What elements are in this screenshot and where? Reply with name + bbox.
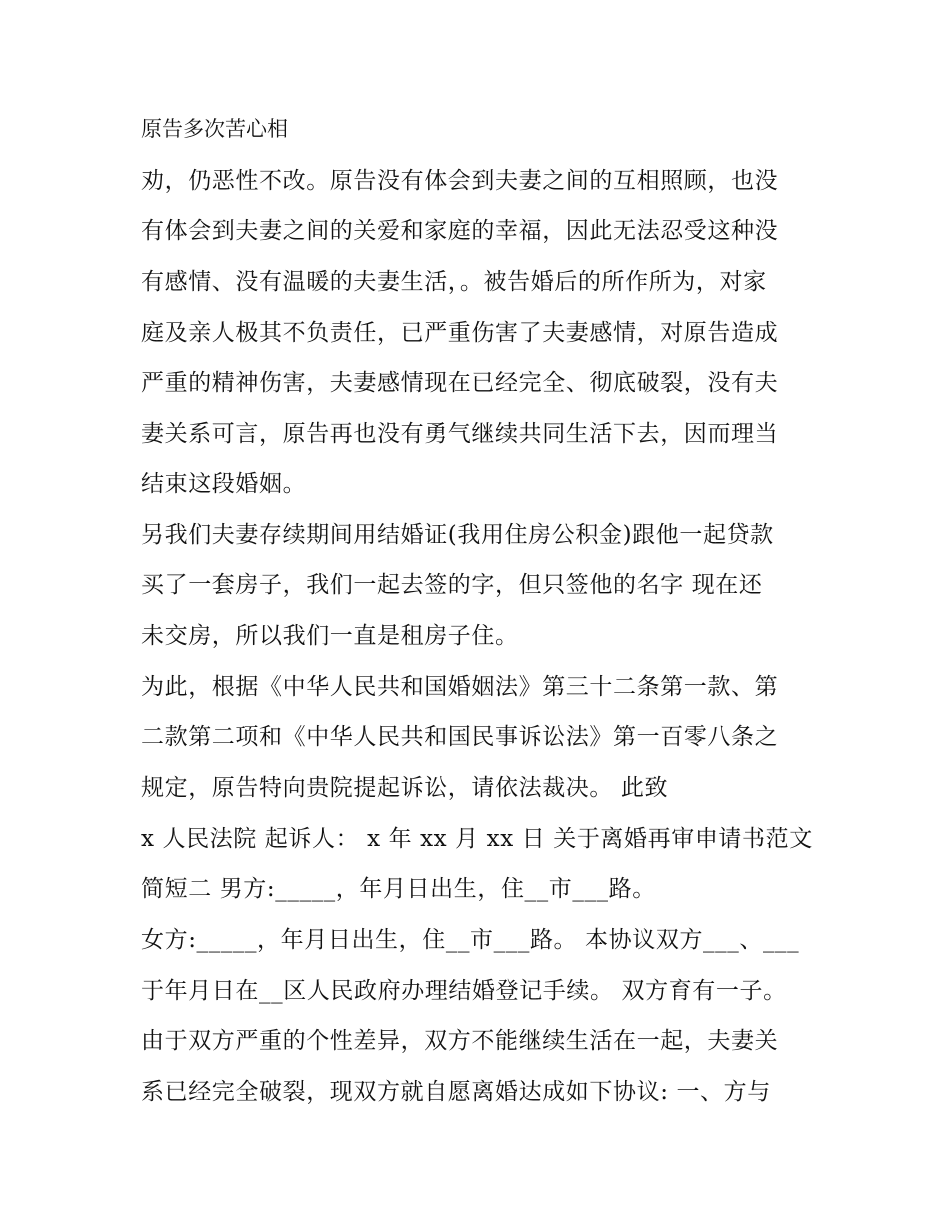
text-line: 女方:_____，年月日出生，住__市___路。 本协议双方___、___: [141, 927, 800, 953]
text-line: 庭及亲人极其不负责任，已严重伤害了夫妻感情，对原告造成: [141, 320, 779, 346]
text-line: 由于双方严重的个性差异，双方不能继续生活在一起，夫妻关: [141, 1028, 779, 1054]
text-line: 妻关系可言，原告再也没有勇气继续共同生活下去，因而理当: [141, 421, 779, 447]
text-line: 规定，原告特向贵院提起诉讼，请依法裁决。 此致: [141, 775, 669, 801]
text-line: 结束这段婚姻。: [141, 471, 307, 497]
text-line: 买了一套房子，我们一起去签的字，但只签他的名字 现在还: [141, 572, 763, 598]
text-line: 有体会到夫妻之间的关爱和家庭的幸福，因此无法忍受这种没: [141, 218, 779, 244]
text-line: 另我们夫妻存续期间用结婚证(我用住房公积金)跟他一起贷款: [141, 522, 774, 548]
text-line: 于年月日在__区人民政府办理结婚登记手续。 双方育有一子。: [141, 978, 787, 1004]
text-line: 未交房，所以我们一直是租房子住。: [141, 623, 519, 649]
text-line: 简短二 男方:_____，年月日出生，住__市___路。: [141, 876, 656, 902]
text-line: 系已经完全破裂，现双方就自愿离婚达成如下协议: 一、方与: [141, 1079, 771, 1105]
text-line: 劝，仍恶性不改。原告没有体会到夫妻之间的互相照顾，也没: [141, 168, 779, 194]
text-line: 有感情、没有温暖的夫妻生活，。被告婚后的所作所为，对家: [141, 269, 767, 295]
text-line: 二款第二项和《中华人民共和国民事诉讼法》第一百零八条之: [141, 724, 779, 750]
text-line: x 人民法院 起诉人： x 年 xx 月 xx 日 关于离婚再审申请书范文: [141, 826, 813, 852]
text-line: 严重的精神伤害，夫妻感情现在已经完全、彻底破裂，没有夫: [141, 370, 779, 396]
text-line: 原告多次苦心相: [141, 117, 288, 141]
text-line: 为此，根据《中华人民共和国婚姻法》第三十二条第一款、第: [141, 674, 779, 700]
